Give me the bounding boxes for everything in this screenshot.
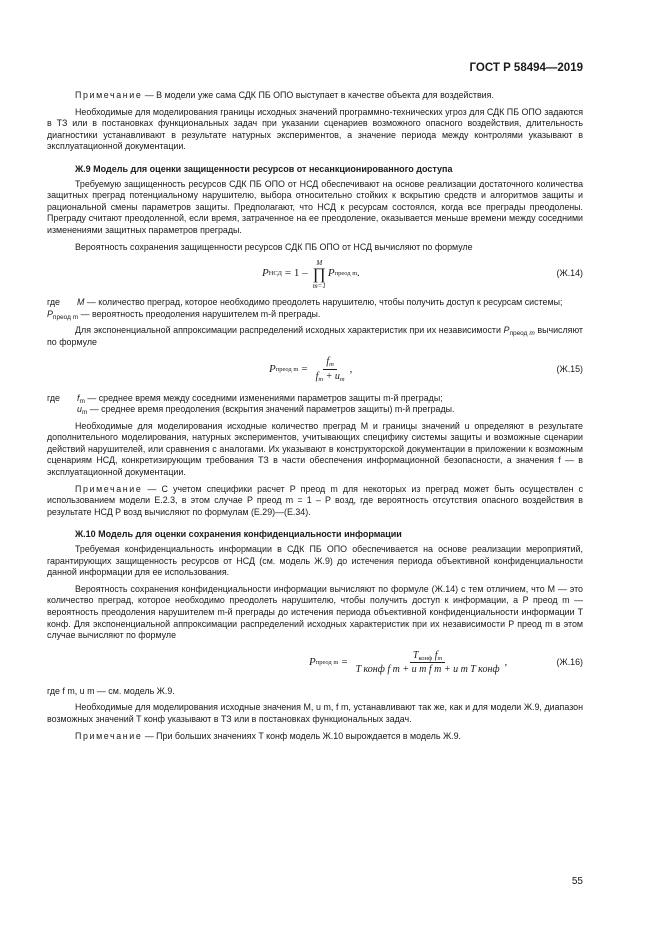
definition-text [77,404,583,416]
definition-text [77,297,583,309]
note-label: Примечание [75,730,143,741]
definition-row [47,404,583,416]
formula-eq: = [341,655,348,668]
definition-row [47,309,583,321]
product-upper: M [316,258,323,267]
formula-number: (Ж.14) [556,268,583,279]
denominator-text: f [315,371,319,382]
formula-eq: = 1 – [284,267,308,280]
formula-end: . [357,267,361,280]
definition-row [47,297,583,309]
numerator [410,650,445,664]
definition-row [47,393,583,405]
definition: — среднее время преодоления (вскрытия значений параметров защиты) m-й преграды. [87,404,455,415]
document-id: ГОСТ Р 58494—2019 [469,62,583,74]
symbol: M [77,297,85,308]
paragraph: Необходимые для моделирования исходные количество преград M и границы значений u определяют в результате дополнительного моделирования, натурных экспериментов, учитывающих специфику системы защиты и возможные сценарии действий нарушителей, или сравнения с аналогами. Их указывают в конструкторской документации в приложении к возможным сценариям НСД, конкретизирующим требования ТЗ в части обеспечения информационной безопасности, а значения f — в эксплуатационной документации. [47,420,583,478]
symbol-sub: m [81,409,88,417]
text: Для экспоненциальной аппроксимации распределений исходных характеристик при их независимости [75,325,501,336]
definitions [47,297,583,320]
note-1 [47,90,583,102]
formula-eq: = [301,362,308,375]
symbol: u [77,404,82,415]
note-text: — С учетом специфики расчет P преод m для некоторых из преград может быть осуществлен с использованием модели Е.2.3, в этом случае P преод m = 1 – P возд, где вероятность отсутствия опасного воздействия в результате НСД P возд вычисляют по формулам (Е.29)—(Е.34). [47,483,583,517]
sub: m [437,654,443,662]
definition-text [47,309,583,321]
paragraph: Требуемую защищенность ресурсов СДК ПБ ОПО от НСД обеспечивают на основе реализации достаточного количества защитных преград потенциальному нарушителю, выбора относительно стойких к вскрытию средств и алгоритмов защиты и рациональной смены параметров защиты. Предполагают, что НСД к ресурсам состоялся, когда все преграды преодолены. Преграду считают преодоленной, если время, затраченное на ее преодоление, оказывается меньше времени между соседними изменениями защитных параметров преграды. [47,178,583,235]
denominator: T конф f m + u m f m + u m T конф [355,664,500,676]
numerator-text: T [412,649,419,661]
fraction [353,650,503,676]
section-heading-j9: Ж.9 Модель для оценки защищенности ресурсов от несанкционированного доступа [75,163,453,174]
formula-lhs: P [262,267,269,280]
page-content [47,90,583,747]
definition-text [77,393,583,405]
paragraph: Необходимые для моделирования границы исходных значений программно-технических угроз для СДК ПБ ОПО задаются в ТЗ или в постановках функциональных задач при указании сценариев возможного опасного воздействия, длительность диагностики устанавливают в результате натурных экспериментов, а значение периода между контролями указывают в эксплуатационной документации. [47,106,583,152]
formula-number: (Ж.15) [556,363,583,374]
denominator-text: + u [323,371,340,382]
definition: — вероятность преодоления нарушителем m-й преграды. [78,308,321,319]
sub: конф [418,654,433,662]
note-2 [47,484,583,519]
paragraph: Вероятность сохранения конфиденциальности информации вычисляют по формуле (Ж.14) с тем отличием, что M — это количество преград, которое необходимо преодолеть нарушителю, чтобы получить доступ к информации, а P преод m — вероятность преодоления нарушителем m-й преграды до истечения периода объективной конфиденциальности информации T конф. Для экспоненциальной аппроксимации распределений исходных характеристик при их независимости P преод m в этом случае вычисляют по формуле [47,583,583,641]
definition: — количество преград, которое необходимо преодолеть нарушителю, чтобы получить доступ к ресурсам системы; [84,297,563,308]
product-symbol: ∏ [312,265,326,283]
formula-j14: P НСД = 1 – M ∏ m=1 P преод m . (Ж.14) [262,258,583,290]
note-label: Примечание [75,483,143,494]
formula-j15: P преод m = $\frac{f_m}{f_m + u_m}$ , (Ж.15) [269,356,583,383]
note-text: — При больших значениях T конф модель Ж.10 вырождается в модель Ж.9. [142,730,462,741]
definitions [47,393,583,416]
formula-number: (Ж.16) [556,656,583,667]
formula-end: , [349,362,353,375]
numerator [323,356,336,370]
page-number: 55 [571,876,583,887]
where-label: где [47,297,60,308]
formula-lhs: P [309,655,316,668]
paragraph: Для экспоненциальной аппроксимации распределений исходных характеристик при их независимости $P_{преод m}$ вычисляют по формуле [47,325,583,347]
paragraph: где f m, u m — см. модель Ж.9. [47,685,175,696]
symbol-sub: преод m [52,313,79,321]
paragraph: Требуемая конфиденциальность информации в СДК ПБ ОПО обеспечивается на основе реализации мероприятий, гарантирующих защищенность ресурсов от НСД (см. модель Ж.9) до истечения периода объективной конфиденциальности данной информации для ее использования. [47,544,583,578]
numerator-text: f [326,356,330,368]
note-label: Примечание [75,90,143,100]
definition: — среднее время между соседними изменениями параметров защиты m-й преграды; [84,392,443,403]
product-lower: m=1 [312,281,326,290]
sub: m [339,376,345,383]
numerator-text: f [432,649,438,661]
sub: m [329,361,334,369]
text: вычисляют по формуле [47,325,583,347]
where-label: где [47,392,60,403]
symbol: f [77,392,80,403]
denominator [313,370,348,383]
fraction [313,356,348,382]
paragraph: Необходимые для моделирования исходные значения M, u m, f m, устанавливают так же, как и для модели Ж.9, диапазон возможных значений T конф указывают в ТЗ или в постановках функциональных задач. [47,702,583,724]
sub: m [318,376,324,383]
note-text: — В модели уже сама СДК ПБ ОПО выступает в качестве объекта для воздействия. [142,90,494,100]
symbol: P [47,308,53,319]
section-heading-j10: Ж.10 Модель для оценки сохранения конфиденциальности информации [75,529,402,540]
formula-end: , [504,655,508,668]
product-operator [313,259,326,290]
formula-lhs: P [269,362,276,375]
symbol-sub: m [79,397,85,405]
formula-j16: P преод m = $\frac{T_{конф} f_m}{\text{T конф f m + u m f m + u m T конф}}$ , (Ж.16) [309,649,583,676]
paragraph: Вероятность сохранения защищенности ресурсов СДК ПБ ОПО от НСД вычисляют по формуле [75,241,473,252]
formula-rhs: P [327,267,335,280]
note-3 [47,731,583,743]
